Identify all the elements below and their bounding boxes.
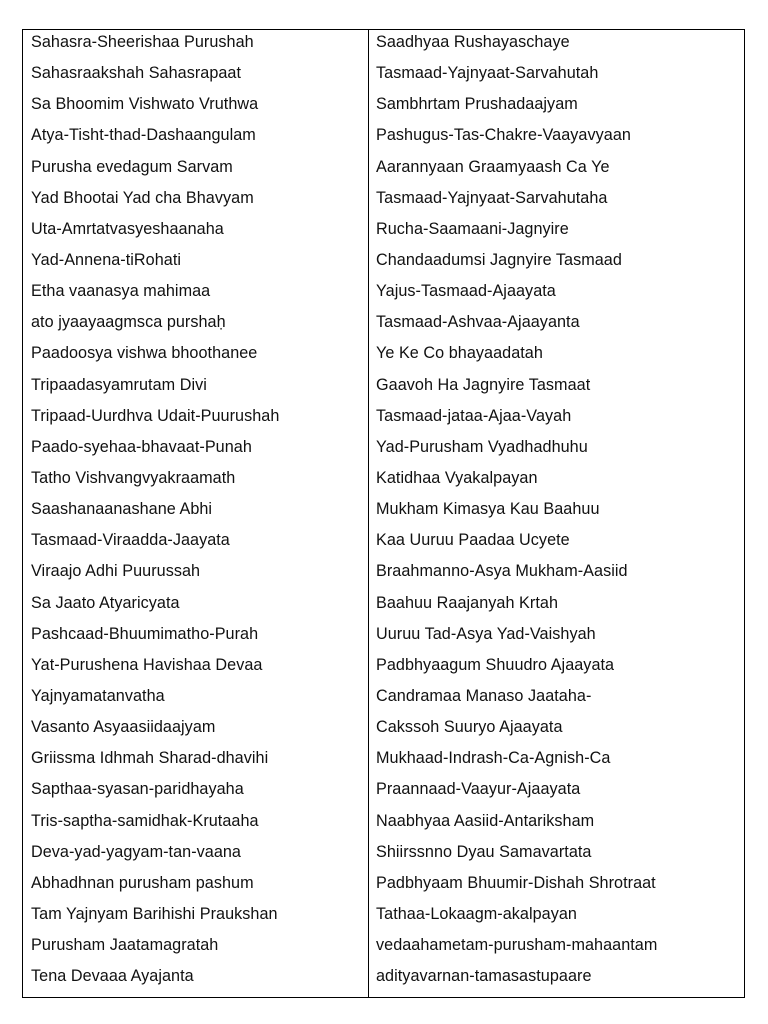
verse-line-left-24: Griissma Idhmah Sharad-dhavihi [31, 749, 269, 768]
verse-line-left-28: Abhadhnan purusham pashum [31, 873, 254, 892]
verse-line-right-31: adityavarnan-tamasastupaare [376, 967, 592, 986]
verse-line-left-16: Saashanaanashane Abhi [31, 500, 213, 519]
verse-line-right-16: Mukham Kimasya Kau Baahuu [376, 500, 600, 519]
verse-line-right-11: Ye Ke Co bhayaadatah [376, 344, 543, 363]
verse-line-left-22: Yajnyamatanvatha [31, 686, 165, 705]
verse-line-right-17: Kaa Uuruu Paadaa Ucyete [376, 531, 570, 550]
verse-line-right-5: Aarannyaan Graamyaash Ca Ye [376, 157, 610, 176]
verse-line-right-10: Tasmaad-Ashvaa-Ajaayanta [376, 313, 580, 332]
verse-line-right-3: Sambhrtam Prushadaajyam [376, 95, 578, 114]
verse-line-left-31: Tena Devaaa Ayajanta [31, 967, 194, 986]
verse-line-right-14: Yad-Purusham Vyadhadhuhu [376, 437, 588, 456]
verse-line-right-15: Katidhaa Vyakalpayan [376, 468, 538, 487]
verse-line-right-24: Mukhaad-Indrash-Ca-Agnish-Ca [376, 749, 611, 768]
verse-line-left-12: Tripaadasyamrutam Divi [31, 375, 207, 394]
verse-line-right-22: Candramaa Manaso Jaataha- [376, 686, 592, 705]
verse-line-left-1: Sahasra-Sheerishaa Purushah [31, 33, 254, 51]
verse-line-right-28: Padbhyaam Bhuumir-Dishah Shrotraat [376, 873, 656, 892]
verse-line-left-13: Tripaad-Uurdhva Udait-Puurushah [31, 406, 280, 425]
verse-line-right-25: Praannaad-Vaayur-Ajaayata [376, 780, 581, 799]
verse-line-right-19: Baahuu Raajanyah Krtah [376, 593, 558, 612]
right-column [369, 30, 744, 997]
verse-line-right-4: Pashugus-Tas-Chakre-Vaayavyaan [376, 126, 631, 145]
verse-line-right-13: Tasmaad-jataa-Ajaa-Vayah [376, 406, 572, 425]
verse-line-right-21: Padbhyaagum Shuudro Ajaayata [376, 655, 615, 674]
verse-line-right-27: Shiirssnno Dyau Samavartata [376, 842, 592, 861]
verse-line-right-23: Cakssoh Suuryo Ajaayata [376, 718, 563, 737]
verse-line-left-8: Yad-Annena-tiRohati [31, 250, 182, 269]
verse-line-right-26: Naabhyaa Aasiid-Antariksham [376, 811, 595, 830]
verse-line-left-9: Etha vaanasya mahimaa [31, 282, 211, 301]
left-column [23, 30, 369, 997]
verse-line-left-14: Paado-syehaa-bhavaat-Punah [31, 437, 252, 456]
verse-line-left-19: Sa Jaato Atyaricyata [31, 593, 180, 612]
verse-line-right-30: vedaahametam-purusham-mahaantam [376, 936, 658, 955]
verse-line-right-29: Tathaa-Lokaagm-akalpayan [376, 904, 577, 923]
verse-line-right-1: Saadhyaa Rushayaschaye [376, 33, 570, 51]
verse-line-left-17: Tasmaad-Viraadda-Jaayata [31, 531, 230, 550]
verse-line-left-25: Sapthaa-syasan-paridhayaha [31, 780, 244, 799]
verse-line-left-5: Purusha evedagum Sarvam [31, 157, 233, 176]
verse-line-left-10: ato jyaayaagmsca purshaḥ [31, 313, 226, 332]
verse-line-left-2: Sahasraakshah Sahasrapaat [31, 64, 242, 83]
verse-line-right-2: Tasmaad-Yajnyaat-Sarvahutah [376, 64, 599, 83]
verse-line-left-6: Yad Bhootai Yad cha Bhavyam [31, 188, 254, 207]
verse-line-right-12: Gaavoh Ha Jagnyire Tasmaat [376, 375, 591, 394]
verse-line-left-7: Uta-Amrtatvasyeshaanaha [31, 219, 224, 238]
verse-line-left-23: Vasanto Asyaasiidaajyam [31, 718, 216, 737]
verse-line-left-27: Deva-yad-yagyam-tan-vaana [31, 842, 241, 861]
verse-line-left-4: Atya-Tisht-thad-Dashaangulam [31, 126, 256, 145]
verse-line-left-15: Tatho Vishvangvyakraamath [31, 468, 236, 487]
verse-line-right-8: Chandaadumsi Jagnyire Tasmaad [376, 250, 622, 269]
verse-line-left-30: Purusham Jaatamagratah [31, 936, 219, 955]
verse-line-left-20: Pashcaad-Bhuumimatho-Purah [31, 624, 259, 643]
verse-line-right-6: Tasmaad-Yajnyaat-Sarvahutaha [376, 188, 608, 207]
verse-line-left-3: Sa Bhoomim Vishwato Vruthwa [31, 95, 259, 114]
verse-line-right-20: Uuruu Tad-Asya Yad-Vaishyah [376, 624, 596, 643]
verse-line-left-18: Viraajo Adhi Puurussah [31, 562, 201, 581]
verse-line-left-29: Tam Yajnyam Barihishi Praukshan [31, 904, 278, 923]
verse-line-left-11: Paadoosya vishwa bhoothanee [31, 344, 258, 363]
verse-line-right-18: Braahmanno-Asya Mukham-Aasiid [376, 562, 628, 581]
verse-line-left-21: Yat-Purushena Havishaa Devaa [31, 655, 263, 674]
verse-line-right-9: Yajus-Tasmaad-Ajaayata [376, 282, 556, 301]
verse-table [22, 29, 745, 998]
verse-line-right-7: Rucha-Saamaani-Jagnyire [376, 219, 569, 238]
verse-line-left-26: Tris-saptha-samidhak-Krutaaha [31, 811, 259, 830]
